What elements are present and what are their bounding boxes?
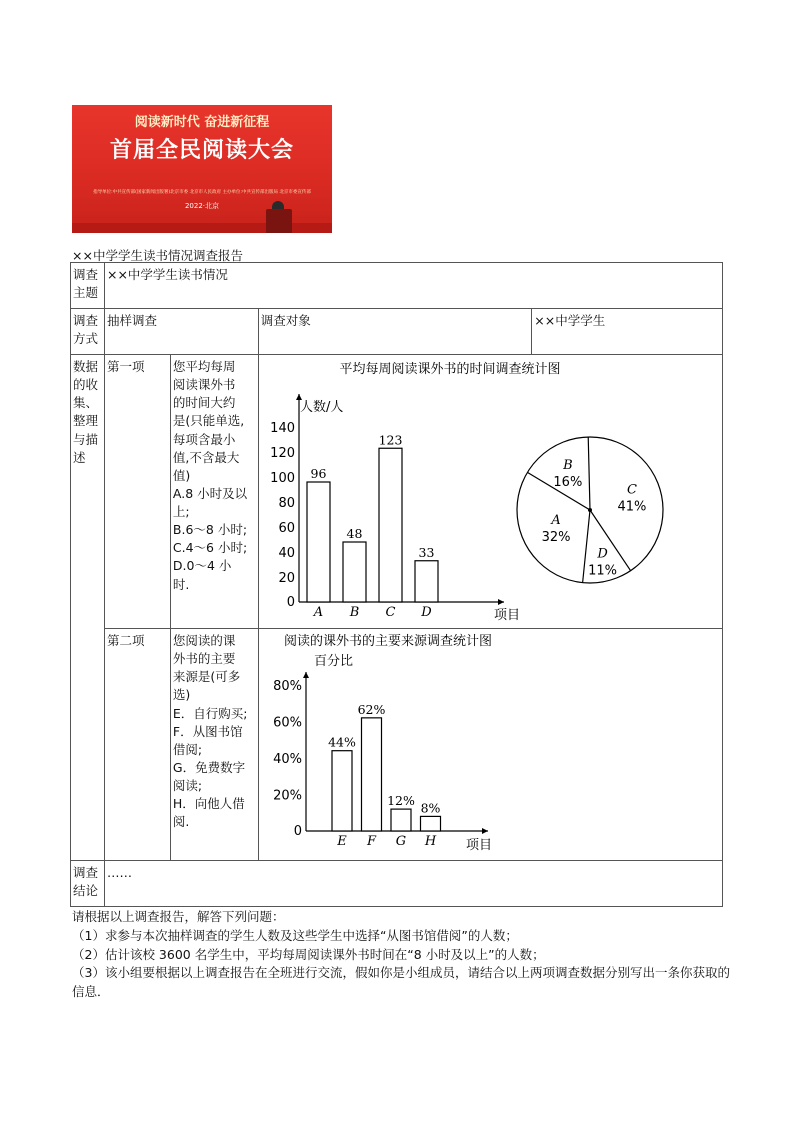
questions-intro: 请根据以上调查报告，解答下列问题： [72, 909, 285, 924]
y-tick-label: 80% [273, 679, 302, 694]
pie-slice-percent: 16% [553, 474, 583, 490]
x-tick-label: A [313, 605, 324, 620]
q1-line: 您平均每周 [172, 359, 236, 374]
q1-line: D.0～4 小 [172, 558, 232, 574]
q2-line: F．从图书馆 [172, 723, 243, 739]
q2-line: 阅读; [172, 778, 203, 793]
pie-slice-percent: 11% [588, 563, 618, 579]
x-axis-label: 项目 [466, 838, 493, 853]
banner-slogan: 阅读新时代 奋进新征程 [134, 115, 270, 130]
x-tick-label: G [395, 834, 407, 849]
podium-graphic [266, 209, 292, 233]
x-tick-label: H [424, 834, 437, 849]
bar-value-label: 33 [418, 544, 435, 560]
q1-line: 是(只能单选, [172, 413, 245, 429]
bar [391, 809, 411, 831]
q1-line: C.4～6 小时; [172, 540, 248, 556]
bar [307, 482, 330, 602]
object-value: ××中学学生 [532, 309, 723, 355]
banner-organizers: 指导单位:中共宣传部(国家新闻出版署)北京市委 北京市人民政府 主办单位:中共宣传部出版局 北京市委宣传部 [93, 190, 311, 195]
banner-year: 2022·北京 [184, 202, 220, 210]
row-label-method: 调查方式 [71, 309, 105, 355]
q2-line: 选) [172, 687, 191, 703]
y-axis-arrow [296, 394, 302, 400]
item1-name: 第一项 [104, 355, 170, 629]
q1-line: 每项含最小 [172, 431, 236, 447]
bar-value-label: 44% [328, 734, 356, 750]
q2-line: 阅. [172, 814, 190, 830]
book-source-bar-chart [262, 630, 524, 858]
q1-line: 上; [172, 504, 190, 519]
bar [332, 751, 352, 831]
q1-line: 时. [172, 576, 190, 592]
bar [362, 718, 382, 831]
q1-line: A.8 小时及以 [172, 485, 248, 501]
question-2: （2）估计该校 3600 名学生中，平均每周阅读课外书时间在“8 小时及以上”的人数； [72, 946, 545, 962]
x-tick-label: D [421, 605, 432, 620]
bar-value-label: 123 [378, 432, 403, 448]
item2-name: 第二项 [104, 629, 170, 861]
method-value: 抽样调查 [104, 309, 258, 355]
q2-line: G．免费数字 [172, 759, 246, 775]
bar-value-label: 96 [310, 466, 327, 481]
row-label-conclusion: 调查结论 [71, 861, 105, 907]
question-3: （3）该小组要根据以上调查报告在全班进行交流，假如你是小组成员，请结合以上两项调查数据分别写出一条你获取的信息． [72, 965, 730, 999]
q1-line: 的时间大约 [172, 395, 236, 411]
y-tick-label: 20 [278, 571, 295, 586]
y-tick-label: 120 [270, 446, 295, 461]
q2-line: 借阅; [172, 741, 203, 757]
q2-line: E．自行购买; [172, 705, 248, 721]
y-axis-label: 百分比 [314, 654, 354, 669]
row-label-data: 数据的收集、整理与描述 [71, 355, 105, 861]
bar-value-label: 48 [346, 526, 363, 541]
y-axis-label: 人数/人 [300, 400, 344, 415]
y-tick-label: 140 [270, 421, 295, 436]
bar [343, 542, 366, 602]
y-tick-label: 80 [278, 496, 295, 511]
bar-value-label: 8% [420, 800, 441, 816]
y-tick-label: 40% [273, 752, 302, 767]
x-tick-label: F [366, 834, 377, 849]
reading-time-pie-chart [510, 430, 670, 590]
x-tick-label: C [385, 605, 396, 620]
chart-title: 阅读的课外书的主要来源调查统计图 [284, 634, 493, 649]
report-title: ××中学学生读书情况调查报告 [72, 248, 243, 263]
pie-slice-percent: 41% [617, 499, 647, 515]
x-axis-arrow [482, 828, 488, 834]
x-axis-arrow [498, 599, 504, 605]
banner-title: 首届全民阅读大会 [109, 138, 294, 163]
x-axis-label: 项目 [494, 608, 521, 623]
y-tick-label: 60 [278, 521, 295, 536]
conclusion-value: …… [104, 861, 722, 907]
pie-slice-percent: 32% [541, 530, 571, 546]
q2-line: 您阅读的课 [172, 633, 236, 648]
questions-block [72, 908, 732, 1002]
q1-line: 阅读课外书 [172, 377, 236, 393]
y-tick-label: 0 [293, 824, 302, 839]
bar-value-label: 62% [357, 701, 386, 717]
q1-line: B.6～8 小时; [172, 522, 248, 538]
q2-line: 外书的主要 [172, 651, 236, 667]
q2-line: H．向他人借 [172, 796, 245, 812]
topic-value: ××中学学生读书情况 [104, 263, 722, 309]
y-tick-label: 0 [286, 595, 295, 610]
row-label-topic: 调查主题 [71, 263, 105, 309]
chart-title: 平均每周阅读课外书的时间调查统计图 [339, 362, 561, 377]
pie-slice-label: A [551, 513, 561, 529]
q2-line: 来源是(可多 [172, 669, 241, 685]
pie-slice-label: D [597, 546, 608, 562]
y-axis-arrow [303, 672, 309, 678]
pie-slice-label: C [626, 482, 637, 498]
stage-graphic [72, 223, 332, 233]
y-tick-label: 20% [273, 788, 302, 804]
item2-question [170, 629, 258, 861]
question-1: （1）求参与本次抽样调查的学生人数及这些学生中选择“从图书馆借阅”的人数； [72, 927, 518, 943]
bar [415, 561, 438, 602]
pie-center-dot [588, 508, 592, 512]
pie-slice-label: B [563, 457, 573, 473]
reading-conference-banner [72, 105, 332, 233]
y-tick-label: 60% [273, 715, 302, 731]
y-tick-label: 40 [278, 546, 295, 561]
y-tick-label: 100 [270, 471, 295, 486]
bar [379, 448, 402, 602]
item1-question [170, 355, 258, 629]
q1-line: 值) [172, 467, 191, 483]
x-tick-label: B [349, 605, 360, 620]
bar [421, 816, 441, 831]
q1-line: 值,不含最大 [172, 449, 240, 465]
object-label: 调查对象 [258, 309, 532, 355]
bar-value-label: 12% [387, 793, 415, 809]
x-tick-label: E [337, 834, 347, 849]
